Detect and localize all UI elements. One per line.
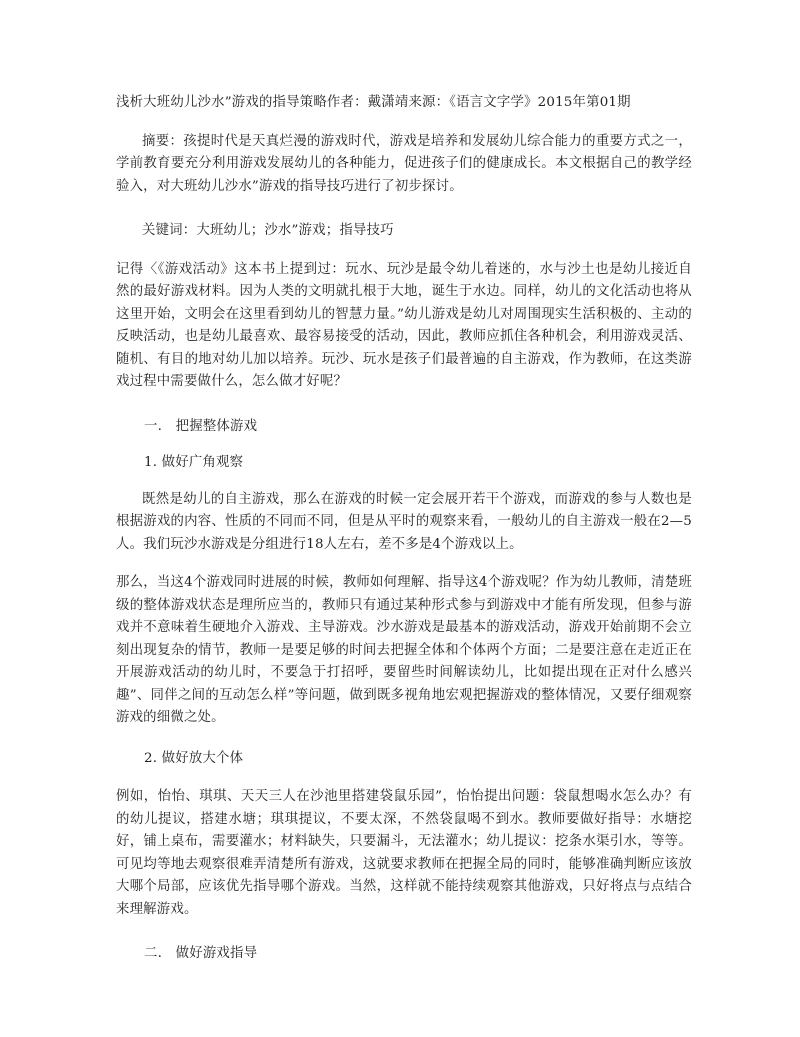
intro-paragraph: 记得〈《游戏活动》这本书上提到过：玩水、玩沙是最令幼儿着迷的，水与沙土也是幼儿接近自然的最好游戏材料。因为人类的文明就扎根于大地，诞生于水边。同样，幼儿的文化活动也将从这里开始，文明会在这里看到幼儿的智慧力量。”幼儿游戏是幼儿对周围现实生活积极的、主动的反映活动，也是幼儿最喜欢、最容易接受的活动，因此，教师应抓住各种机会，利用游戏灵活、随机、有目的地对幼儿加以培养。玩沙、玩水是孩子们最普遍的自主游戏，作为教师，在这类游戏过程中需要做什么，怎么做才好呢？	[116, 261, 692, 389]
abstract-paragraph: 摘要：孩提时代是天真烂漫的游戏时代，游戏是培养和发展幼儿综合能力的重要方式之一，学前教育要充分利用游戏发展幼儿的各种能力，促进孩子们的健康成长。本文根据自己的教学经验入，对大班幼儿沙水”游戏的指导技巧进行了初步探讨。	[116, 133, 692, 194]
subsection-2-heading: 2. 做好放大个体	[144, 750, 244, 766]
subsection-1-heading: 1. 做好广角观察	[144, 455, 244, 470]
section-2-heading: 二. 做好游戏指导	[144, 946, 258, 961]
paragraph-guiding-four-games: 那么，当这4个游戏同时进展的时候，教师如何理解、指导这4个游戏呢？作为幼儿教师，清楚班级的整体游戏状态是理所应当的，教师只有通过某种形式参与到游戏中才能有所发现，但参与游戏并不意味着生硬地介入游戏、主导游戏。沙水游戏是最基本的游戏活动，游戏开始前期不会立刻出现复杂的情节，教师一是要足够的时间去把握全体和个体两个方面；二是要注意在走近正在开展游戏活动的幼儿时，不要急于打招呼，要留些时间解读幼儿，比如提出现在正对什么感兴趣”、同伴之间的互动怎么样”等问题，做到既多视角地宏观把握游戏的整体情况，又要仔细观察游戏的细微之处。	[116, 575, 692, 725]
paragraph-example-kangaroo-park: 例如，怡怡、琪琪、天天三人在沙池里搭建袋鼠乐园”，怡怡提出问题：袋鼠想喝水怎么办？有的幼儿提议，搭建水塘；琪琪提议，不要太深，不然袋鼠喝不到水。教师要做好指导：水塘挖好，铺上桌布，需要灌水；材料缺失，只要漏斗，无法灌水；幼儿提议：挖条水渠引水，等等。可见均等地去观察很难弄清楚所有游戏，这就要求教师在把握全局的同时，能够准确判断应该放大哪个局部，应该优先指导哪个游戏。当然，这样就不能持续观察其他游戏，只好将点与点结合来理解游戏。	[116, 789, 692, 917]
section-1-heading: 一. 把握整体游戏	[144, 418, 258, 434]
keywords-line: 关键词：大班幼儿；沙水”游戏；指导技巧	[142, 223, 394, 238]
paragraph-wide-observation: 既然是幼儿的自主游戏，那么在游戏的时候一定会展开若干个游戏，而游戏的参与人数也是根据游戏的内容、性质的不同而不同，但是从平时的观察来看，一般幼儿的自主游戏一般在2—5人。我们玩沙水游戏是分组进行18人左右，差不多是4个游戏以上。	[116, 491, 692, 552]
document-body	[116, 92, 692, 966]
article-header-line: 浅析大班幼儿沙水”游戏的指导策略作者：戴潇靖来源：《语言文字学》2015年第01期	[116, 95, 631, 110]
